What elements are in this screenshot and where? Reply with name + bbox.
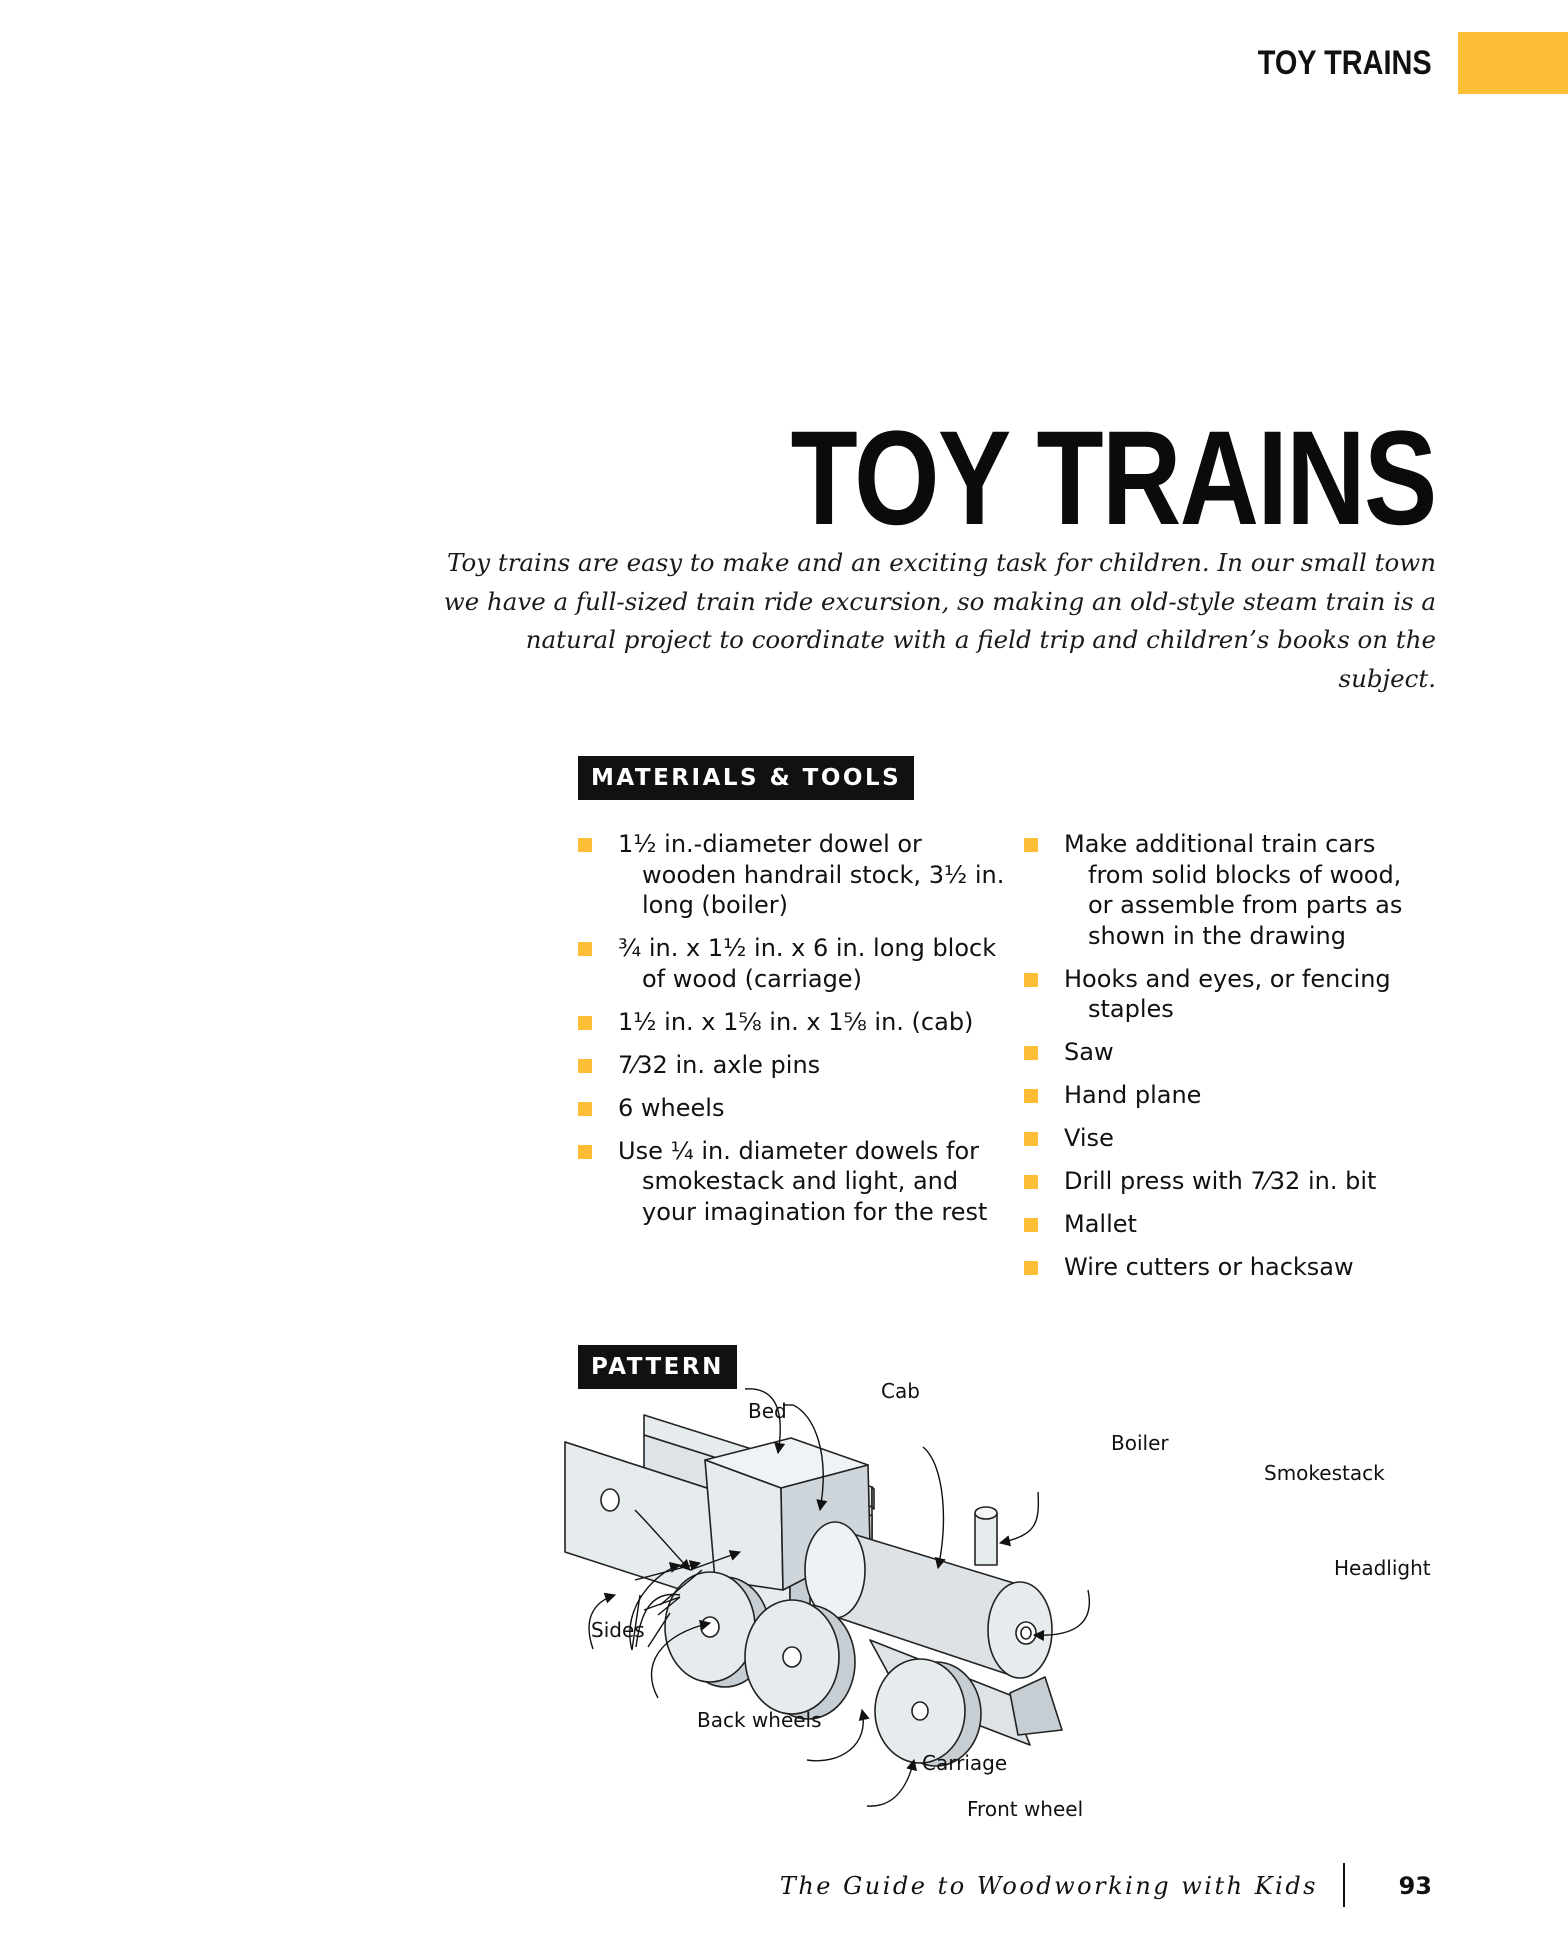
- list-item: ¾ in. x 1½ in. x 6 in. long block of wood (carriage): [578, 933, 1008, 994]
- bullet-icon: [578, 1059, 592, 1073]
- section-color-tab: [1458, 32, 1568, 94]
- bullet-icon: [1024, 1046, 1038, 1060]
- label-carriage: Carriage: [922, 1751, 1008, 1775]
- bullet-icon: [1024, 1261, 1038, 1275]
- front-wheel-arrow: [867, 1760, 914, 1806]
- materials-list-right: [1024, 829, 1424, 1295]
- cowcatcher: [1010, 1677, 1062, 1735]
- label-boiler: Boiler: [1111, 1431, 1169, 1455]
- intro-paragraph: Toy trains are easy to make and an exciting task for children. In our small town we have a full-sized train ride excursion, so making an old-style steam train is a natural project to coordinate with a field trip and children’s books on the subject.: [443, 548, 1436, 693]
- list-item: Drill press with 7⁄32 in. bit: [1024, 1166, 1424, 1197]
- page-title: TOY TRAINS: [790, 404, 1436, 553]
- list-item: Saw: [1024, 1037, 1424, 1068]
- pattern-heading: PATTERN: [578, 1345, 737, 1389]
- page-number: 93: [1398, 1872, 1432, 1900]
- label-front-wheel: Front wheel: [967, 1797, 1084, 1821]
- label-headlight: Headlight: [1334, 1556, 1431, 1580]
- label-bed: Bed: [748, 1399, 787, 1423]
- boiler-arrow: [923, 1447, 943, 1568]
- back-wheel: [745, 1600, 855, 1719]
- bullet-icon: [578, 942, 592, 956]
- bullet-icon: [578, 1145, 592, 1159]
- list-item: Vise: [1024, 1123, 1424, 1154]
- bullet-icon: [1024, 1175, 1038, 1189]
- list-item: 1½ in. x 1⅝ in. x 1⅝ in. (cab): [578, 1007, 1008, 1038]
- list-item: 6 wheels: [578, 1093, 1008, 1124]
- bullet-icon: [578, 1016, 592, 1030]
- list-item: Use ¼ in. diameter dowels for smokestack and light, and your imagination for the rest: [578, 1136, 1008, 1228]
- label-sides: Sides: [591, 1618, 645, 1642]
- bed-hole: [601, 1489, 619, 1511]
- bullet-icon: [578, 1102, 592, 1116]
- list-item: Wire cutters or hacksaw: [1024, 1252, 1424, 1283]
- list-item: Hand plane: [1024, 1080, 1424, 1111]
- bullet-icon: [1024, 1218, 1038, 1232]
- running-head: TOY TRAINS: [1258, 44, 1432, 82]
- train-pattern-diagram: [540, 1365, 1460, 1825]
- smokestack-arrow: [1000, 1492, 1038, 1543]
- footer-book-title: The Guide to Woodworking with Kids: [779, 1872, 1318, 1900]
- front-wheel: [875, 1659, 981, 1766]
- label-cab: Cab: [881, 1379, 920, 1403]
- list-item: 1½ in.-diameter dowel or wooden handrail stock, 3½ in. long (boiler): [578, 829, 1008, 921]
- bullet-icon: [578, 838, 592, 852]
- list-item: Mallet: [1024, 1209, 1424, 1240]
- bullet-icon: [1024, 838, 1038, 852]
- list-item: 7⁄32 in. axle pins: [578, 1050, 1008, 1081]
- bullet-icon: [1024, 1132, 1038, 1146]
- label-smokestack: Smokestack: [1264, 1461, 1385, 1485]
- materials-list-left: [578, 829, 1008, 1240]
- footer-divider: [1343, 1863, 1345, 1907]
- materials-tools-heading: MATERIALS & TOOLS: [578, 756, 914, 800]
- bullet-icon: [1024, 973, 1038, 987]
- smokestack: [975, 1507, 997, 1565]
- bullet-icon: [1024, 1089, 1038, 1103]
- list-item: Make additional train cars from solid blocks of wood, or assemble from parts as shown in the drawing: [1024, 829, 1424, 951]
- label-back-wheels: Back wheels: [697, 1708, 822, 1732]
- list-item: Hooks and eyes, or fencing staples: [1024, 964, 1424, 1025]
